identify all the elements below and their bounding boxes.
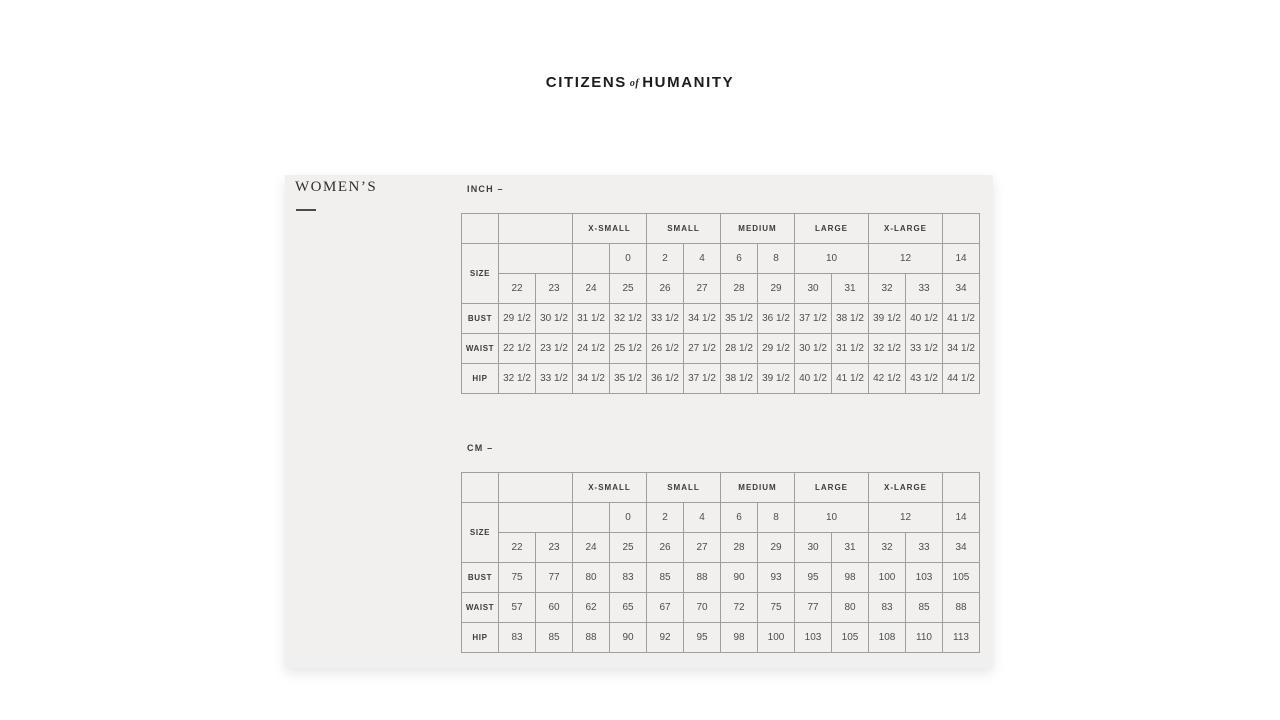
- size-cell: 32: [869, 274, 906, 304]
- size-cell: 27: [684, 533, 721, 563]
- logo-text-of: of: [629, 78, 640, 89]
- measurement-value-cell: 90: [610, 623, 647, 653]
- size-group-header: MEDIUM: [721, 473, 795, 503]
- size-row-label: SIZE: [462, 244, 499, 304]
- measurement-value-cell: 75: [758, 593, 795, 623]
- measurement-value-cell: 37 1/2: [795, 304, 832, 334]
- logo-text-citizens: CITIZENS: [545, 74, 627, 91]
- empty-header-cell: [943, 473, 980, 503]
- measurement-value-cell: 25 1/2: [610, 334, 647, 364]
- measurement-value-cell: 34 1/2: [943, 334, 980, 364]
- measurement-value-cell: 70: [684, 593, 721, 623]
- size-cell: 24: [573, 533, 610, 563]
- measurement-value-cell: 83: [610, 563, 647, 593]
- numeric-size-cell: 10: [795, 503, 869, 533]
- sidebar-nav-womens[interactable]: WOMEN’S: [295, 179, 378, 195]
- size-cell: 34: [943, 274, 980, 304]
- size-group-header: X-SMALL: [573, 473, 647, 503]
- measurement-row-label: BUST: [462, 304, 499, 334]
- size-cell: 22: [499, 533, 536, 563]
- measurement-row: [462, 304, 980, 334]
- measurement-value-cell: 67: [647, 593, 684, 623]
- size-cell: 23: [536, 274, 573, 304]
- size-group-header: SMALL: [647, 214, 721, 244]
- size-cell: 22: [499, 274, 536, 304]
- size-cell: 26: [647, 533, 684, 563]
- measurement-value-cell: 36 1/2: [647, 364, 684, 394]
- numeric-size-row: [462, 503, 980, 533]
- numeric-size-cell: 4: [684, 503, 721, 533]
- measurement-value-cell: 95: [684, 623, 721, 653]
- measurement-value-cell: 38 1/2: [721, 364, 758, 394]
- size-group-header: X-LARGE: [869, 473, 943, 503]
- measurement-value-cell: 43 1/2: [906, 364, 943, 394]
- measurement-value-cell: 90: [721, 563, 758, 593]
- size-cell: 31: [832, 274, 869, 304]
- empty-size-cell: [573, 244, 610, 274]
- numeric-size-cell: 12: [869, 503, 943, 533]
- measurement-value-cell: 77: [795, 593, 832, 623]
- measurement-row-label: WAIST: [462, 593, 499, 623]
- measurement-value-cell: 29 1/2: [499, 304, 536, 334]
- size-group-header: LARGE: [795, 473, 869, 503]
- measurement-value-cell: 44 1/2: [943, 364, 980, 394]
- measurement-value-cell: 83: [499, 623, 536, 653]
- measurement-value-cell: 85: [536, 623, 573, 653]
- size-cell: 29: [758, 533, 795, 563]
- measurement-value-cell: 34 1/2: [684, 304, 721, 334]
- unit-label-cm: CM –: [467, 443, 494, 453]
- measurement-value-cell: 88: [684, 563, 721, 593]
- numeric-size-row: [462, 244, 980, 274]
- measurement-row: [462, 623, 980, 653]
- size-group-header: SMALL: [647, 473, 721, 503]
- size-group-header-row: [462, 473, 980, 503]
- measurement-value-cell: 29 1/2: [758, 334, 795, 364]
- measurement-value-cell: 31 1/2: [832, 334, 869, 364]
- numeric-size-cell: 6: [721, 244, 758, 274]
- active-section-indicator: [296, 209, 316, 211]
- size-guide-panel: [285, 175, 993, 668]
- size-cell: 23: [536, 533, 573, 563]
- measurement-value-cell: 30 1/2: [795, 334, 832, 364]
- size-cell: 26: [647, 274, 684, 304]
- measurement-row: [462, 364, 980, 394]
- numeric-size-cell: 0: [610, 244, 647, 274]
- size-cell: 34: [943, 533, 980, 563]
- measurement-value-cell: 28 1/2: [721, 334, 758, 364]
- size-group-header: LARGE: [795, 214, 869, 244]
- measurement-value-cell: 100: [758, 623, 795, 653]
- measurement-row: [462, 593, 980, 623]
- measurement-value-cell: 30 1/2: [536, 304, 573, 334]
- measurement-value-cell: 23 1/2: [536, 334, 573, 364]
- measurement-value-cell: 103: [906, 563, 943, 593]
- measurement-value-cell: 32 1/2: [499, 364, 536, 394]
- measurement-value-cell: 105: [943, 563, 980, 593]
- measurement-value-cell: 31 1/2: [573, 304, 610, 334]
- measurement-value-cell: 40 1/2: [906, 304, 943, 334]
- measurement-value-cell: 85: [906, 593, 943, 623]
- inch-table-container: [461, 213, 980, 394]
- measurement-value-cell: 65: [610, 593, 647, 623]
- measurement-value-cell: 98: [832, 563, 869, 593]
- measurement-value-cell: 83: [869, 593, 906, 623]
- size-cell: 25: [610, 274, 647, 304]
- measurement-value-cell: 60: [536, 593, 573, 623]
- empty-header-cell: [499, 214, 573, 244]
- measurement-value-cell: 42 1/2: [869, 364, 906, 394]
- measurement-value-cell: 75: [499, 563, 536, 593]
- measurement-value-cell: 72: [721, 593, 758, 623]
- size-group-header: MEDIUM: [721, 214, 795, 244]
- measurement-value-cell: 34 1/2: [573, 364, 610, 394]
- measurement-value-cell: 33 1/2: [536, 364, 573, 394]
- measurement-value-cell: 24 1/2: [573, 334, 610, 364]
- cm-table-container: [461, 472, 980, 653]
- size-cell: 30: [795, 533, 832, 563]
- numeric-size-cell: 10: [795, 244, 869, 274]
- numeric-size-cell: 4: [684, 244, 721, 274]
- measurement-value-cell: 39 1/2: [869, 304, 906, 334]
- size-cell: 24: [573, 274, 610, 304]
- measurement-value-cell: 80: [573, 563, 610, 593]
- numeric-size-cell: 8: [758, 503, 795, 533]
- corner-cell: [462, 214, 499, 244]
- measurement-value-cell: 32 1/2: [869, 334, 906, 364]
- measurement-value-cell: 108: [869, 623, 906, 653]
- size-cell: 25: [610, 533, 647, 563]
- numeric-size-cell: 8: [758, 244, 795, 274]
- measurement-value-cell: 37 1/2: [684, 364, 721, 394]
- numeric-size-cell: 12: [869, 244, 943, 274]
- measurement-row-label: HIP: [462, 623, 499, 653]
- size-cell: 31: [832, 533, 869, 563]
- alpha-size-row: [462, 533, 980, 563]
- size-cell: 33: [906, 274, 943, 304]
- measurement-value-cell: 57: [499, 593, 536, 623]
- measurement-value-cell: 38 1/2: [832, 304, 869, 334]
- size-cell: 28: [721, 274, 758, 304]
- measurement-value-cell: 39 1/2: [758, 364, 795, 394]
- measurement-value-cell: 35 1/2: [721, 304, 758, 334]
- numeric-size-cell: 14: [943, 503, 980, 533]
- alpha-size-row: [462, 274, 980, 304]
- measurement-value-cell: 85: [647, 563, 684, 593]
- measurement-value-cell: 100: [869, 563, 906, 593]
- size-group-header: X-SMALL: [573, 214, 647, 244]
- measurement-value-cell: 98: [721, 623, 758, 653]
- measurement-row: [462, 334, 980, 364]
- measurement-value-cell: 41 1/2: [832, 364, 869, 394]
- measurement-value-cell: 33 1/2: [647, 304, 684, 334]
- empty-size-cell: [499, 503, 573, 533]
- measurement-value-cell: 77: [536, 563, 573, 593]
- size-group-header: X-LARGE: [869, 214, 943, 244]
- measurement-value-cell: 40 1/2: [795, 364, 832, 394]
- size-cell: 30: [795, 274, 832, 304]
- unit-label-inch: INCH –: [467, 184, 504, 194]
- measurement-value-cell: 113: [943, 623, 980, 653]
- cm-size-table: [461, 472, 980, 653]
- measurement-value-cell: 80: [832, 593, 869, 623]
- brand-logo[interactable]: [0, 74, 1280, 92]
- empty-size-cell: [499, 244, 573, 274]
- measurement-value-cell: 93: [758, 563, 795, 593]
- numeric-size-cell: 2: [647, 244, 684, 274]
- measurement-value-cell: 103: [795, 623, 832, 653]
- measurement-value-cell: 22 1/2: [499, 334, 536, 364]
- size-cell: 28: [721, 533, 758, 563]
- size-row-label: SIZE: [462, 503, 499, 563]
- measurement-value-cell: 27 1/2: [684, 334, 721, 364]
- size-group-header-row: [462, 214, 980, 244]
- numeric-size-cell: 14: [943, 244, 980, 274]
- measurement-value-cell: 95: [795, 563, 832, 593]
- size-cell: 29: [758, 274, 795, 304]
- measurement-value-cell: 88: [573, 623, 610, 653]
- numeric-size-cell: 2: [647, 503, 684, 533]
- empty-header-cell: [499, 473, 573, 503]
- empty-header-cell: [943, 214, 980, 244]
- measurement-value-cell: 110: [906, 623, 943, 653]
- measurement-value-cell: 62: [573, 593, 610, 623]
- size-cell: 33: [906, 533, 943, 563]
- size-cell: 32: [869, 533, 906, 563]
- numeric-size-cell: 0: [610, 503, 647, 533]
- measurement-value-cell: 33 1/2: [906, 334, 943, 364]
- inch-size-table: [461, 213, 980, 394]
- empty-size-cell: [573, 503, 610, 533]
- corner-cell: [462, 473, 499, 503]
- measurement-value-cell: 36 1/2: [758, 304, 795, 334]
- measurement-row-label: WAIST: [462, 334, 499, 364]
- measurement-value-cell: 41 1/2: [943, 304, 980, 334]
- measurement-value-cell: 88: [943, 593, 980, 623]
- measurement-value-cell: 26 1/2: [647, 334, 684, 364]
- measurement-row: [462, 563, 980, 593]
- measurement-value-cell: 105: [832, 623, 869, 653]
- size-cell: 27: [684, 274, 721, 304]
- measurement-value-cell: 92: [647, 623, 684, 653]
- measurement-value-cell: 32 1/2: [610, 304, 647, 334]
- measurement-value-cell: 35 1/2: [610, 364, 647, 394]
- numeric-size-cell: 6: [721, 503, 758, 533]
- measurement-row-label: BUST: [462, 563, 499, 593]
- logo-text-humanity: HUMANITY: [642, 74, 735, 91]
- measurement-row-label: HIP: [462, 364, 499, 394]
